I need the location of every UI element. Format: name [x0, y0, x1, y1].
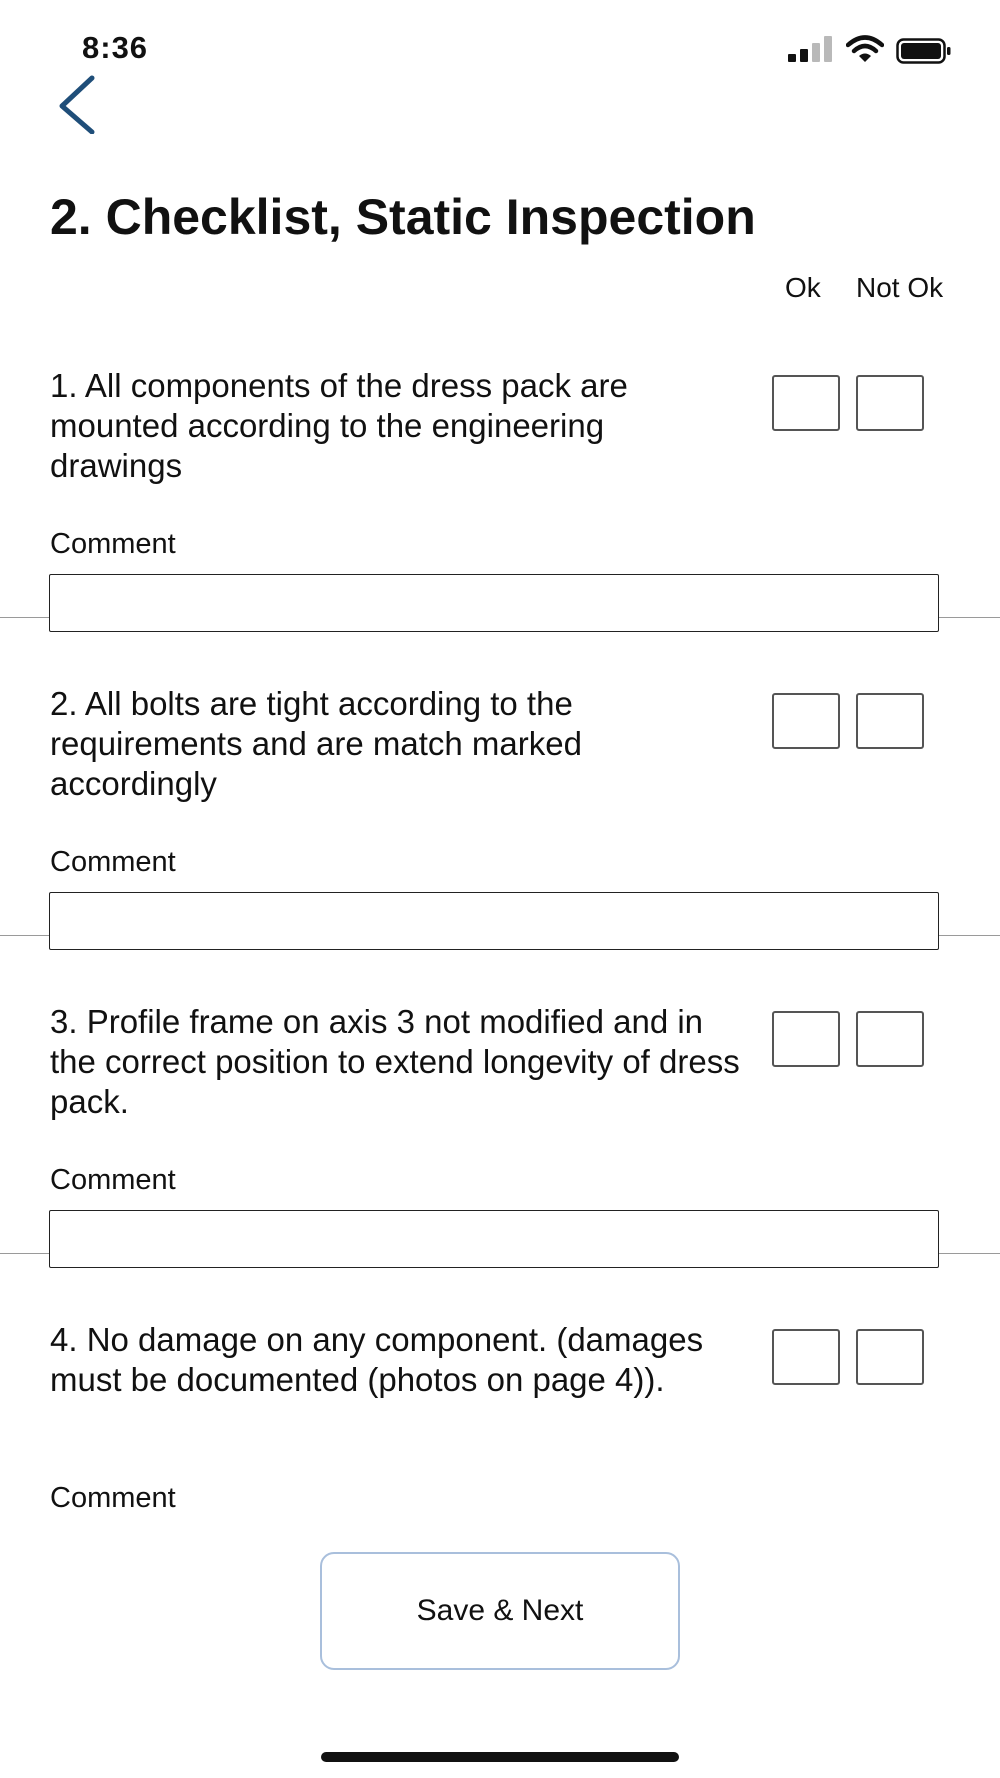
- checklist-item-text: 4. No damage on any component. (damages must be documented (photos on page 4)).: [50, 1321, 704, 1398]
- not-ok-checkbox[interactable]: [856, 375, 924, 431]
- not-ok-checkbox[interactable]: [856, 1011, 924, 1067]
- ok-checkbox[interactable]: [772, 1329, 840, 1385]
- checklist-item-3: [0, 936, 1000, 1254]
- comment-label: Comment: [50, 1482, 176, 1514]
- chevron-left-icon: [54, 74, 104, 134]
- comment-label: Comment: [50, 1164, 176, 1196]
- comment-label: Comment: [50, 846, 176, 878]
- battery-icon: [896, 38, 952, 64]
- save-next-button[interactable]: Save & Next: [320, 1552, 680, 1670]
- checklist-item-text: 1. All components of the dress pack are mounted according to the engineering drawings: [50, 367, 628, 484]
- checklist-item-text: 2. All bolts are tight according to the requirements and are match marked accordingly: [50, 685, 582, 802]
- not-ok-checkbox[interactable]: [856, 1329, 924, 1385]
- status-time: 8:36: [82, 30, 149, 65]
- not-ok-checkbox[interactable]: [856, 693, 924, 749]
- not-ok-column-header: Not Ok: [856, 272, 944, 303]
- ok-checkbox[interactable]: [772, 1011, 840, 1067]
- checklist-list[interactable]: [0, 300, 1000, 1528]
- signal-icon: [788, 36, 834, 62]
- wifi-icon: [846, 34, 884, 64]
- ok-checkbox[interactable]: [772, 375, 840, 431]
- page-title: 2. Checklist, Static Inspection: [50, 189, 756, 245]
- checklist-item-text: 3. Profile frame on axis 3 not modified and in the correct position to extend longevity of dress pack.: [50, 1003, 740, 1120]
- home-indicator[interactable]: [321, 1752, 679, 1762]
- ok-checkbox[interactable]: [772, 693, 840, 749]
- ok-column-header: Ok: [785, 272, 821, 303]
- checklist-item-2: [0, 618, 1000, 936]
- back-button[interactable]: [54, 74, 104, 134]
- status-bar: [0, 0, 1000, 80]
- checklist-item-1: [0, 300, 1000, 618]
- comment-label: Comment: [50, 528, 176, 560]
- checklist-item-4: [0, 1254, 1000, 1528]
